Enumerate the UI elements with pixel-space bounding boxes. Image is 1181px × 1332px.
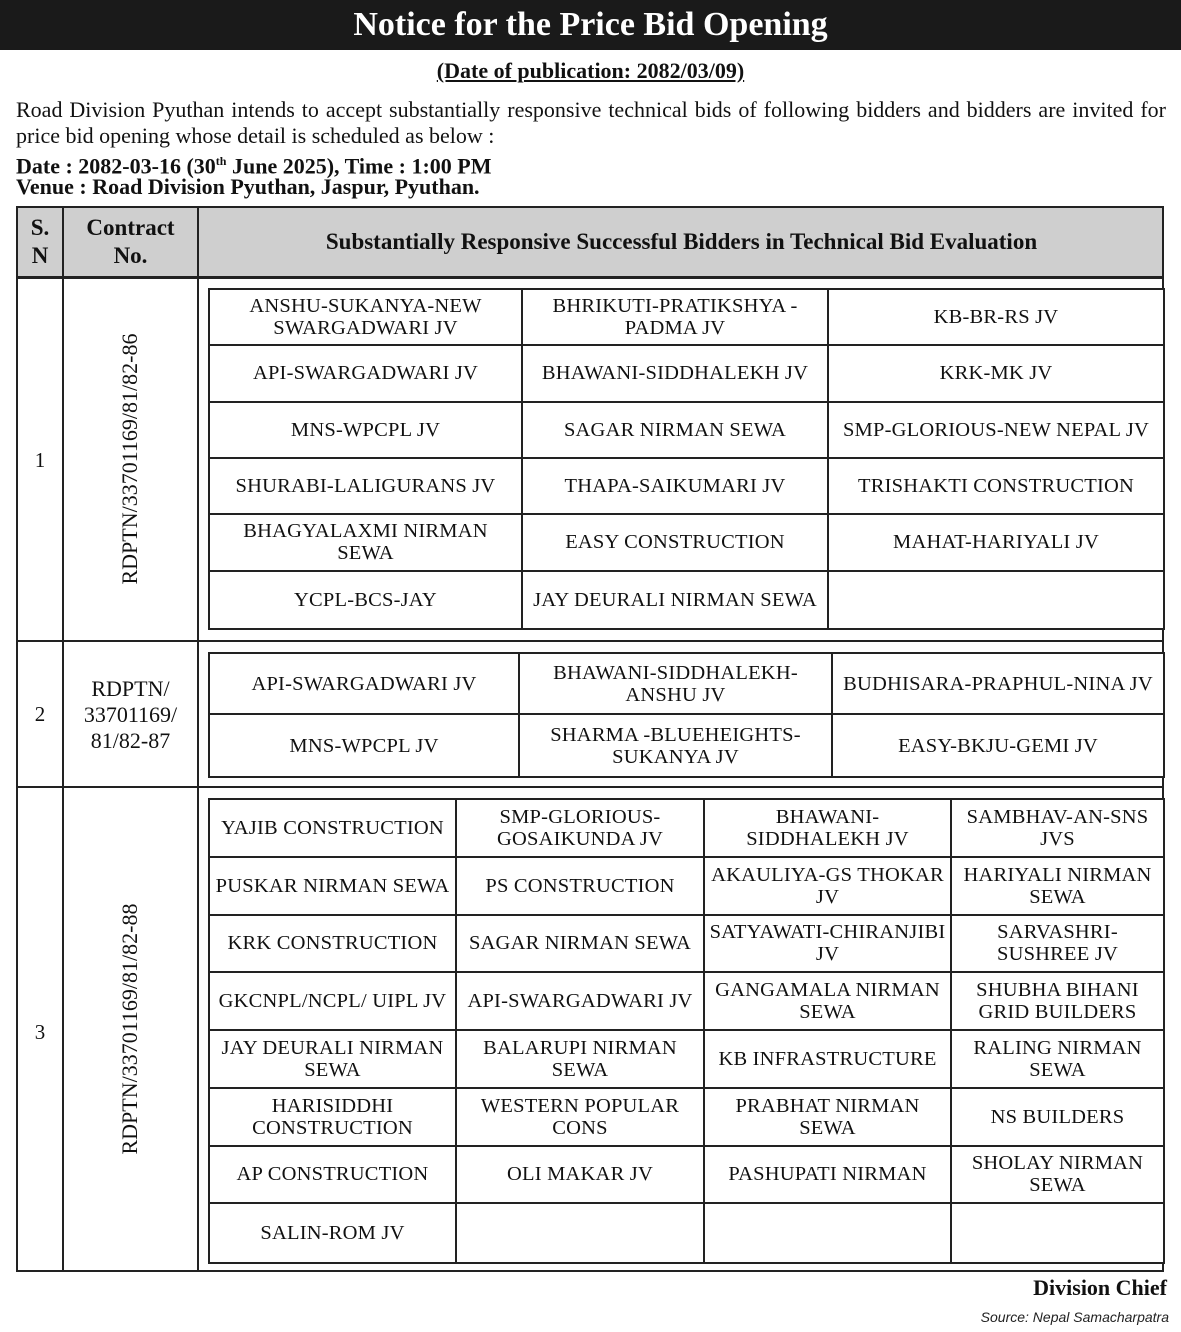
bidder-cell: BUDHISARA-PRAPHUL-NINA JV xyxy=(833,654,1163,715)
bidders-table xyxy=(16,206,1164,1272)
bidder-cell: RALING NIRMAN SEWA xyxy=(952,1031,1163,1089)
bidder-cell: GANGAMALA NIRMAN SEWA xyxy=(705,973,952,1031)
bidder-cell: API-SWARGADWARI JV xyxy=(457,973,705,1031)
bidder-cell: AP CONSTRUCTION xyxy=(210,1147,457,1205)
bidder-cell: BALARUPI NIRMAN SEWA xyxy=(457,1031,705,1089)
row-1-contract: RDPTN/33701169/81/82-86 xyxy=(117,333,142,585)
column-divider xyxy=(197,208,199,1270)
bidder-cell: BHAWANI-SIDDHALEKH JV xyxy=(523,346,829,402)
bidder-cell: SAMBHAV-AN-SNS JVS xyxy=(952,800,1163,858)
row-divider xyxy=(18,640,1162,642)
bidder-cell: PASHUPATI NIRMAN xyxy=(705,1147,952,1205)
bidder-cell: AKAULIYA-GS THOKAR JV xyxy=(705,858,952,916)
header-sn: S. N xyxy=(30,215,50,268)
bidder-cell: JAY DEURALI NIRMAN SEWA xyxy=(523,572,829,628)
header-divider xyxy=(18,276,1162,279)
header-contract: Contract No. xyxy=(86,215,175,268)
notice-title: Notice for the Price Bid Opening xyxy=(0,0,1181,50)
venue-line: Venue : Road Division Pyuthan, Jaspur, Pyuthan. xyxy=(16,174,480,199)
empty-cell xyxy=(457,1204,705,1262)
date-time-line: Date : 2082-03-16 (30th June 2025), Time : 1:00 PM xyxy=(16,153,492,179)
bidder-cell: MNS-WPCPL JV xyxy=(210,403,523,459)
bidder-cell: EASY-BKJU-GEMI JV xyxy=(898,734,1098,757)
bidder-cell: JAY DEURALI NIRMAN SEWA xyxy=(210,1031,457,1089)
row-3-sn: 3 xyxy=(34,1020,46,1044)
intro-paragraph: Road Division Pyuthan intends to accept substantially responsive technical bids of following bidders and bidders are invited for price bid opening whose detail is scheduled as below : xyxy=(16,97,1166,148)
row-1-sn: 1 xyxy=(34,448,46,472)
bidder-cell: ANSHU-SUKANYA-NEW SWARGADWARI JV xyxy=(210,290,523,346)
bidder-cell: KB INFRASTRUCTURE xyxy=(705,1031,952,1089)
bidder-cell: KRK CONSTRUCTION xyxy=(210,916,457,974)
bidder-cell: SAGAR NIRMAN SEWA xyxy=(457,916,705,974)
bidder-cell: YAJIB CONSTRUCTION xyxy=(210,800,457,858)
row-divider xyxy=(18,786,1162,788)
bidder-cell: GKCNPL/NCPL/ UIPL JV xyxy=(210,973,457,1031)
bidder-cell: OLI MAKAR JV xyxy=(457,1147,705,1205)
signature: Division Chief xyxy=(1033,1275,1167,1300)
bidder-cell: SMP-GLORIOUS-NEW NEPAL JV xyxy=(829,403,1163,459)
row-2-sn: 2 xyxy=(34,702,46,726)
publication-date: (Date of publication: 2082/03/09) xyxy=(436,58,745,83)
bidder-cell: YCPL-BCS-JAY xyxy=(210,572,523,628)
bidder-cell: SHURABI-LALIGURANS JV xyxy=(210,459,523,515)
bidder-cell: PRABHAT NIRMAN SEWA xyxy=(705,1089,952,1147)
bidder-cell: HARISIDDHI CONSTRUCTION xyxy=(210,1089,457,1147)
row-2-bidders-grid xyxy=(208,652,1165,778)
bidder-cell: BHRIKUTI-PRATIKSHYA -PADMA JV xyxy=(523,290,829,346)
bidder-cell: SALIN-ROM JV xyxy=(210,1204,457,1262)
bidder-cell: API-SWARGADWARI JV xyxy=(210,654,520,715)
row-1-bidders-grid xyxy=(208,288,1165,630)
bidder-cell: API-SWARGADWARI JV xyxy=(210,346,523,402)
bidder-cell: PUSKAR NIRMAN SEWA xyxy=(210,858,457,916)
bidder-cell: SHUBHA BIHANI GRID BUILDERS xyxy=(952,973,1163,1031)
bidder-cell: SAGAR NIRMAN SEWA xyxy=(523,403,829,459)
empty-cell xyxy=(829,572,1163,628)
row-3-bidders-grid xyxy=(208,798,1165,1264)
empty-cell xyxy=(952,1204,1163,1262)
bidder-cell: TRISHAKTI CONSTRUCTION xyxy=(829,459,1163,515)
row-2-contract: RDPTN/ 33701169/ 81/82-87 xyxy=(83,676,178,753)
bidder-cell: KB-BR-RS JV xyxy=(829,290,1163,346)
bidder-cell: KRK-MK JV xyxy=(829,346,1163,402)
bidder-cell: MNS-WPCPL JV xyxy=(210,715,520,776)
bidder-cell: THAPA-SAIKUMARI JV xyxy=(523,459,829,515)
bidder-cell: BHAWANI-SIDDHALEKH JV xyxy=(705,800,952,858)
bidder-cell: PS CONSTRUCTION xyxy=(457,858,705,916)
empty-cell xyxy=(705,1204,952,1262)
bidder-cell: SATYAWATI-CHIRANJIBI JV xyxy=(705,916,952,974)
bidder-cell: BHAWANI-SIDDHALEKH-ANSHU JV xyxy=(520,654,833,715)
bidder-cell: EASY CONSTRUCTION xyxy=(523,515,829,571)
bidder-cell: SHARMA -BLUEHEIGHTS-SUKANYA JV xyxy=(520,715,833,776)
bidder-cell: HARIYALI NIRMAN SEWA xyxy=(952,858,1163,916)
bidder-cell: SARVASHRI-SUSHREE JV xyxy=(952,916,1163,974)
bidder-cell: WESTERN POPULAR CONS xyxy=(457,1089,705,1147)
bidder-cell: MAHAT-HARIYALI JV xyxy=(829,515,1163,571)
bidder-cell: SMP-GLORIOUS-GOSAIKUNDA JV xyxy=(457,800,705,858)
bidder-cell: NS BUILDERS xyxy=(952,1089,1163,1147)
bidder-cell: BHAGYALAXMI NIRMAN SEWA xyxy=(210,515,523,571)
source-credit: Source: Nepal Samacharpatra xyxy=(980,1309,1169,1325)
row-3-contract: RDPTN/33701169/81/82-88 xyxy=(117,903,142,1155)
header-bidders: Substantially Responsive Successful Bidders in Technical Bid Evaluation xyxy=(325,229,1038,254)
bidder-cell: SHOLAY NIRMAN SEWA xyxy=(952,1147,1163,1205)
